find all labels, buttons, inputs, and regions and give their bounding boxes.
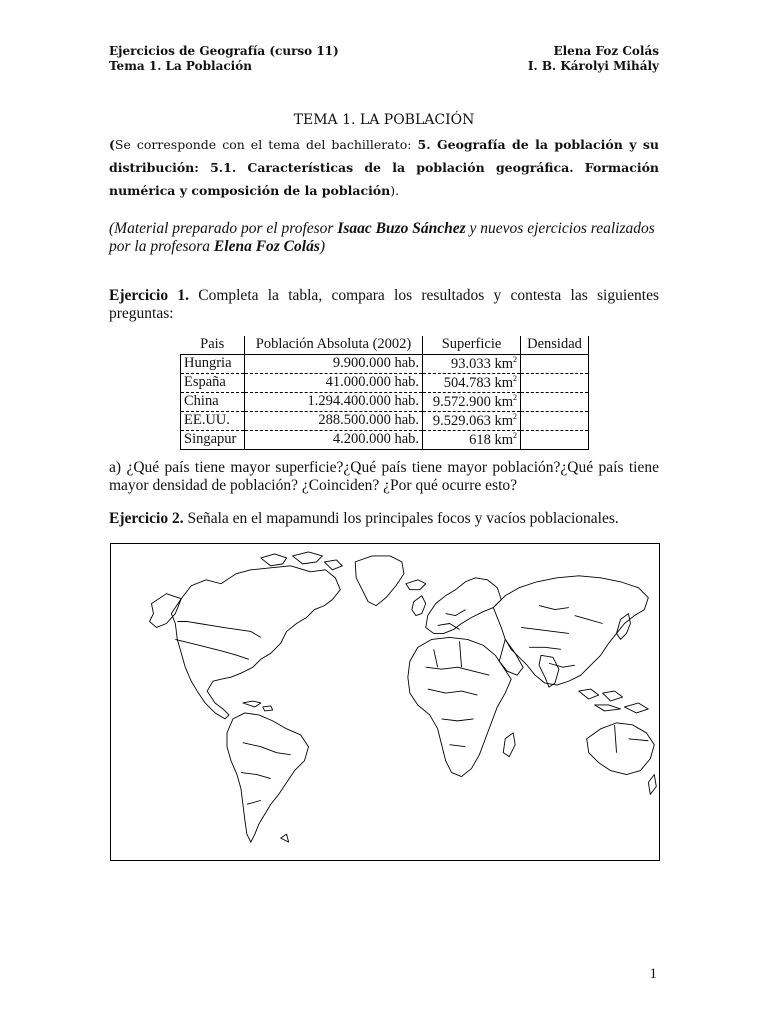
question-a: a) ¿Qué país tiene mayor superficie?¿Qué país tiene mayor población?¿Qué país tiene mayor densidad de población? ¿Coinciden? ¿Por qué ocurre esto? (109, 459, 659, 494)
africa-outline (408, 637, 511, 776)
cell-densidad-empty[interactable] (521, 392, 589, 411)
col-header-poblacion: Población Absoluta (2002) (245, 336, 423, 354)
header-author: Elena Foz Colás (553, 44, 659, 58)
exercise2-statement (109, 510, 659, 528)
credit-text-1: (Material preparado por el profesor (109, 220, 338, 237)
exercise2-label: Ejercicio 2. (109, 510, 184, 527)
cell-poblacion: 288.500.000 hab. (245, 411, 423, 430)
cell-pais: China (181, 392, 245, 411)
cell-pais: Singapur (181, 430, 245, 449)
table-row (181, 411, 589, 430)
cell-superficie: 618 $km^2$ (423, 430, 521, 449)
table-row (181, 392, 589, 411)
cell-densidad-empty[interactable] (521, 411, 589, 430)
cell-superficie: 93.033 $km^2$ (423, 354, 521, 373)
alaska-outline (149, 594, 181, 628)
intro-text: Se corresponde con el tema del bachillerato: (114, 137, 418, 152)
europe-outline (426, 578, 502, 634)
exercise1-text: Completa la tabla, compara los resultados y contesta las siguientes preguntas: (109, 287, 659, 322)
credit-text-3: ) (319, 238, 326, 255)
header-topic: Tema 1. La Población (109, 59, 252, 73)
credit-text-2: y nuevos ejercicios realizados por la profesora (109, 220, 655, 255)
cell-poblacion: 4.200.000 hab. (245, 430, 423, 449)
japan-outline (617, 614, 631, 640)
page-number: 1 (649, 966, 657, 982)
cell-superficie: 9.572.900 $km^2$ (423, 392, 521, 411)
world-outline-map (111, 544, 659, 860)
col-header-pais: Pais (181, 336, 245, 354)
cell-densidad-empty[interactable] (521, 430, 589, 449)
uk-outline (412, 596, 426, 616)
cell-poblacion: 1.294.400.000 hab. (245, 392, 423, 411)
cell-densidad-empty[interactable] (521, 373, 589, 392)
iceland-outline (406, 580, 426, 590)
page-title: TEMA 1. LA POBLACIÓN (293, 112, 475, 128)
exercise2-text: Señala en el mapamundi los principales focos y vacíos poblacionales. (183, 510, 619, 527)
intro-close: ). (390, 183, 400, 198)
world-map-frame (110, 543, 660, 861)
exercise1-statement (109, 287, 659, 323)
table-row (181, 373, 589, 392)
col-header-superficie: Superficie (423, 336, 521, 354)
madagascar-outline (503, 733, 515, 757)
cell-pais: Hungria (181, 354, 245, 373)
north-america-outline (171, 566, 340, 719)
population-table (180, 336, 589, 450)
australia-outline (587, 723, 655, 775)
intro-paragraph (109, 133, 659, 202)
cell-poblacion: 41.000.000 hab. (245, 373, 423, 392)
table-row (181, 354, 589, 373)
credit-author-2: Elena Foz Colás (213, 238, 320, 255)
header-course: Ejercicios de Geografía (curso 11) (109, 44, 339, 58)
col-header-densidad: Densidad (521, 336, 589, 354)
credit-paragraph (109, 220, 669, 256)
credit-author-1: Isaac Buzo Sánchez (337, 220, 466, 237)
cell-pais: EE.UU. (181, 411, 245, 430)
asia-outline (493, 576, 648, 685)
exercise1-label: Ejercicio 1. (109, 287, 189, 304)
header-school: I. B. Károlyi Mihály (527, 59, 659, 73)
cell-superficie: 504.783 $km^2$ (423, 373, 521, 392)
table-header-row (181, 336, 589, 354)
greenland-outline (355, 556, 404, 606)
cell-poblacion: 9.900.000 hab. (245, 354, 423, 373)
cell-pais: España (181, 373, 245, 392)
cell-superficie: 9.529.063 $km^2$ (423, 411, 521, 430)
table-row (181, 430, 589, 449)
intro-bold-text: 5. Geografía de la población y su distribución: 5.1. Características de la población geográfica. Formación numérica y composición de la población (109, 137, 659, 198)
cell-densidad-empty[interactable] (521, 354, 589, 373)
intro-open-paren: ( (109, 137, 115, 152)
